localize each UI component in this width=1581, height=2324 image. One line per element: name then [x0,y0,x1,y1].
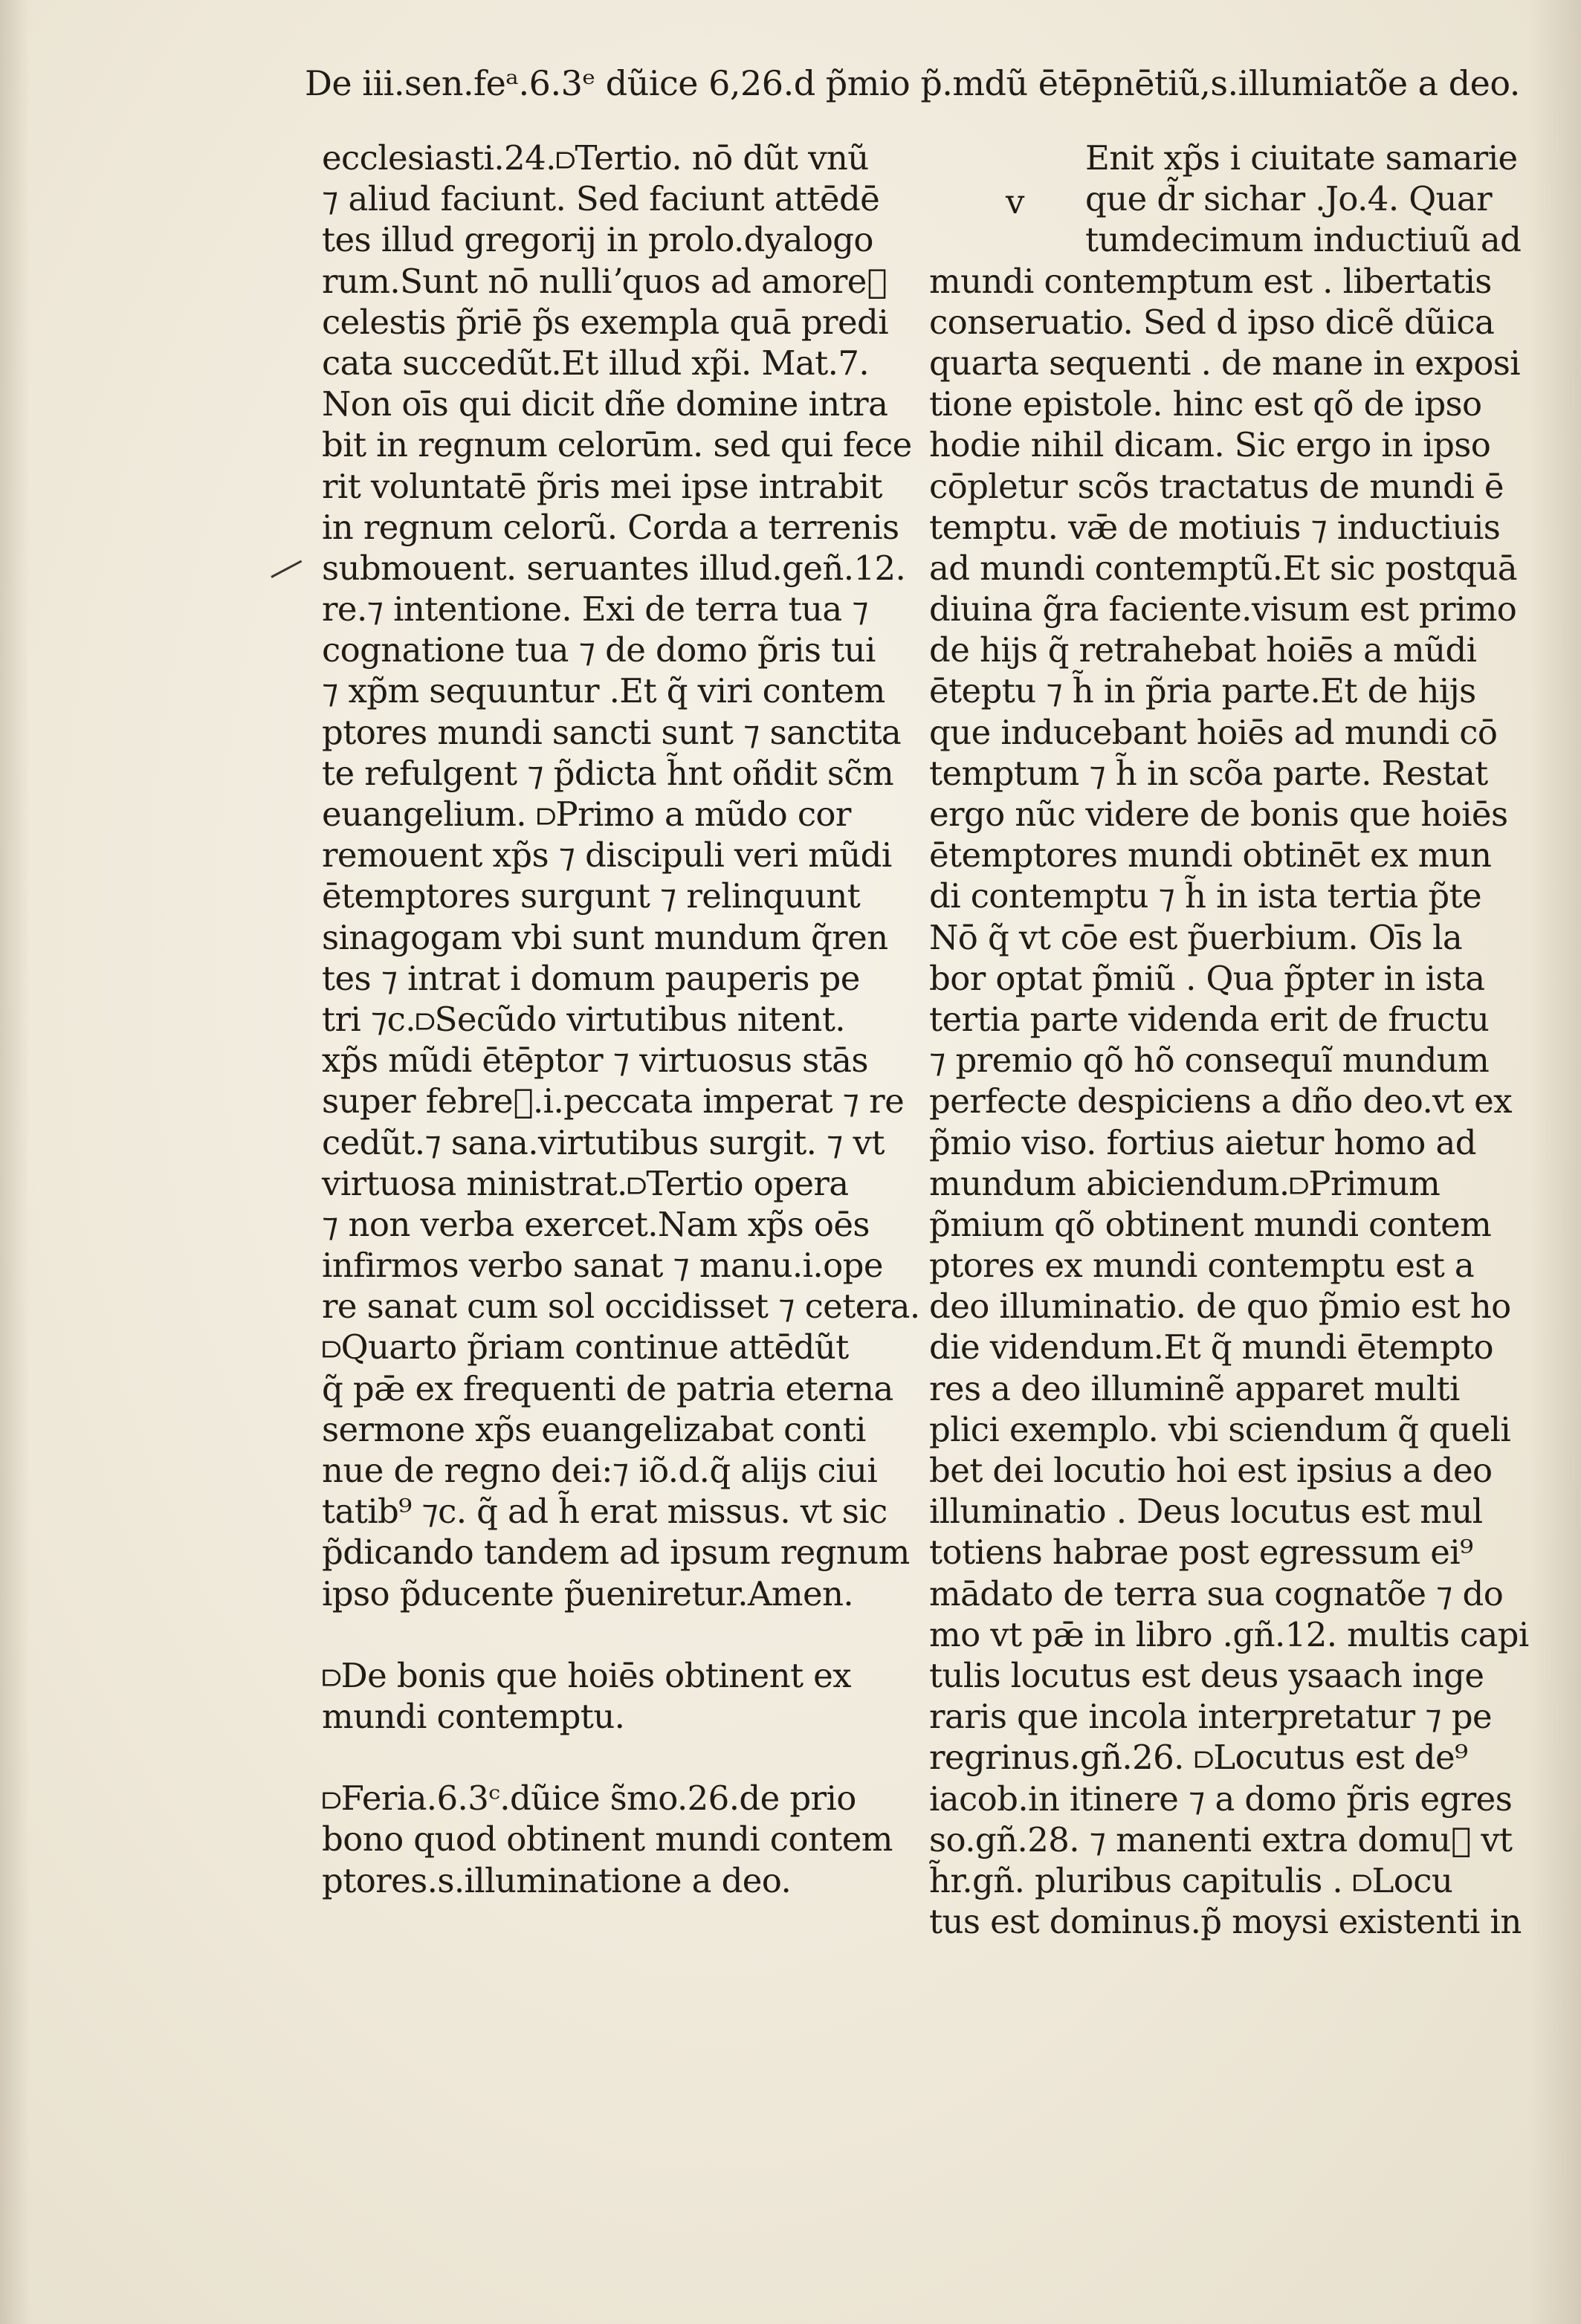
text-line: mādato de terra sua cognatõe ⁊ do [929,1573,1504,1613]
text-line: bit in regnum celorūm. sed qui fece [322,425,912,465]
text-line: mundum abiciendum.⫐Primum [929,1163,1441,1203]
text-line: raris que incola interpretatur ⁊ pe [929,1697,1493,1737]
text-line: illuminatio . Deus locutus est mul [929,1492,1483,1532]
text-line: re sanat cum sol occidisset ⁊ cetera. [322,1286,920,1327]
signature-mark: v [1006,182,1025,221]
text-line: p̃mio viso. fortius aietur homo ad [929,1122,1476,1162]
text-line: so.gñ.28. ⁊ manenti extra domuᷞ vt [929,1819,1513,1859]
text-line: ⁊ aliud faciunt. Sed faciunt attēdē [322,179,880,219]
spacer [322,1737,902,1778]
spacer [322,1614,902,1655]
text-line: q̃ pǣ ex frequenti de patria eterna [322,1368,893,1408]
text-line: ipso p̃ducente p̃ueniretur.Amen. [322,1573,854,1613]
text-line: plici exemplo. vbi sciendum q̃ queli [929,1409,1511,1449]
text-line: tione epistole. hinc est qõ de ipso [929,384,1482,424]
text-line: super febreᷞ.i.peccata imperat ⁊ re [322,1081,905,1121]
text-line: h̃r.gñ. pluribus capitulis . ⫐Locu [929,1860,1453,1900]
left-column [322,137,920,1901]
text-line: tes illud gregorij in prolo.dyalogo [322,220,873,260]
text-line: temptu. vǣ de motiuis ⁊ inductiuis [929,507,1501,547]
text-line: ptores ex mundi contemptu est a [929,1246,1475,1286]
text-line: re.⁊ intentione. Exi de terra tua ⁊ [322,589,869,629]
text-line: Nō q̃ vt cōe est p̃uerbium. Oīs la [929,917,1463,957]
gutter-shadow [0,0,30,2324]
text-line: tus est dominus.p̃ moysi existenti in [929,1902,1522,1942]
right-column [929,137,1546,1942]
text-line: iacob.in itinere ⁊ a domo p̃ris egres [929,1778,1513,1819]
text-line: remouent xp̃s ⁊ discipuli veri mũdi [322,835,892,875]
text-line: submouent. seruantes illud.geñ.12. [322,548,906,588]
text-line: tumdecimum inductiuũ ad [1085,220,1522,260]
text-line: cedũt.⁊ sana.virtutibus surgit. ⁊ vt [322,1122,885,1162]
text-line: Non oīs qui dicit dñe domine intra [322,384,888,424]
text-line: res a deo illuminẽ apparet multi [929,1368,1460,1408]
text-line: nue de regno dei:⁊ iõ.d.q̃ alijs ciui [322,1451,878,1490]
text-line: sermone xp̃s euangelizabat conti [322,1409,866,1449]
right-column-body [929,137,1546,1942]
text-line: diuina g̃ra faciente.visum est primo [929,589,1517,629]
text-line: cata succedũt.Et illud xp̃i. Mat.7. [322,343,870,383]
text-line: ⁊ non verba exercet.Nam xp̃s oēs [322,1204,870,1244]
text-line: bono quod obtinent mundi contem [322,1819,893,1859]
text-line: ergo nũc videre de bonis que hoiēs [929,794,1508,834]
text-line: p̃dicando tandem ad ipsum regnum [322,1532,910,1573]
text-line: ad mundi contemptũ.Et sic postquā [929,548,1518,588]
text-line: cōpletur scõs tractatus de mundi ē [929,466,1504,506]
text-line: conseruatio. Sed d ipso dicẽ dũica [929,302,1495,342]
text-line: rum.Sunt nō nulliʼquos ad amoreᷞ [322,261,887,301]
text-line: ⁊ xp̃m sequuntur .Et q̃ viri contem [322,671,885,711]
text-line: quarta sequenti . de mane in exposi [929,343,1521,383]
sermon-heading [322,1778,902,1901]
text-line: sinagogam vbi sunt mundum q̃ren [322,917,888,957]
text-line: ptores mundi sancti sunt ⁊ sanctita [322,712,902,752]
text-line: ⫐Quarto p̃riam continue attēdũt [322,1327,849,1367]
rubric-heading [322,1655,902,1737]
text-line: Enit xp̃s i ciuitate samarie [1085,138,1518,178]
margin-stroke-mark [271,560,302,578]
text-line: tertia parte videnda erit de fructu [929,999,1490,1039]
running-head: De iii.sen.feᵃ.6.3ᵉ dũice 6,26.d p̃mio p̃.mdũ ētēpnētiũ,s.illumiatõe a deo. [305,63,1520,103]
text-line: bet dei locutio hoi est ipsius a deo [929,1451,1493,1490]
text-line: ecclesiasti.24.⫐Tertio. nō dũt vnũ [322,138,869,178]
text-line: ēteptu ⁊ h̃ in p̃ria parte.Et de hijs [929,671,1476,711]
text-line: que inducebant hoiēs ad mundi cō [929,712,1498,752]
text-line: ⁊ premio qõ hõ consequĩ mundum [929,1040,1490,1081]
text-line: tatib⁹ ⁊c. q̃ ad h̃ erat missus. vt sic [322,1492,888,1532]
text-line: hodie nihil dicam. Sic ergo in ipso [929,425,1491,465]
text-line: ētemptores mundi obtinēt ex mun [929,835,1492,875]
text-line: tri ⁊c.⫐Secũdo virtutibus nitent. [322,999,846,1039]
text-line: ētemptores surgunt ⁊ relinquunt [322,876,861,916]
text-line: deo illuminatio. de quo p̃mio est ho [929,1286,1511,1327]
text-line: bor optat p̃miũ . Qua p̃pter in ista [929,958,1485,998]
text-line: virtuosa ministrat.⫐Tertio opera [322,1163,849,1203]
text-line: in regnum celorũ. Corda a terrenis [322,507,899,547]
text-line: euangelium. ⫐Primo a mũdo cor [322,794,851,834]
text-line: totiens habrae post egressum ei⁹ [929,1532,1473,1573]
text-line: rit voluntatē p̃ris mei ipse intrabit [322,466,882,506]
text-line: que d̃r sichar .Jo.4. Quar [1085,179,1493,219]
text-line: tulis locutus est deus ysaach inge [929,1655,1484,1695]
text-line: celestis p̃riē p̃s exempla quā predi [322,302,888,342]
text-line: mo vt pǣ in libro .gñ.12. multis capi [929,1614,1529,1654]
text-line: cognatione tua ⁊ de domo p̃ris tui [322,630,876,670]
text-line: p̃mium qõ obtinent mundi contem [929,1204,1492,1244]
text-line: mundi contemptu. [322,1696,625,1736]
text-line: xp̃s mũdi ētēptor ⁊ virtuosus stās [322,1040,868,1081]
text-line: di contemptu ⁊ h̃ in ista tertia p̃te [929,876,1482,916]
text-line: de hijs q̃ retrahebat hoiēs a mũdi [929,630,1477,670]
text-line: mundi contemptum est . libertatis [929,261,1492,301]
text-line: ⫐De bonis que hoiēs obtinent ex [322,1655,851,1695]
text-line: perfecte despiciens a dño deo.vt ex [929,1081,1512,1121]
left-column-body [322,137,920,1614]
text-line: die videndum.Et q̃ mundi ētempto [929,1327,1494,1367]
text-line: infirmos verbo sanat ⁊ manu.i.ope [322,1246,883,1286]
text-line: regrinus.gñ.26. ⫐Locutus est de⁹ [929,1738,1468,1778]
text-line: ⫐Feria.6.3ᶜ.dũice s̃mo.26.de prio [322,1778,856,1819]
text-line: tes ⁊ intrat i domum pauperis pe [322,958,860,998]
text-line: temptum ⁊ h̃ in scõa parte. Restat [929,753,1488,793]
text-line: ptores.s.illuminatione a deo. [322,1860,792,1900]
text-line: te refulgent ⁊ p̃dicta h̃nt oñdit sc̃m [322,753,894,793]
